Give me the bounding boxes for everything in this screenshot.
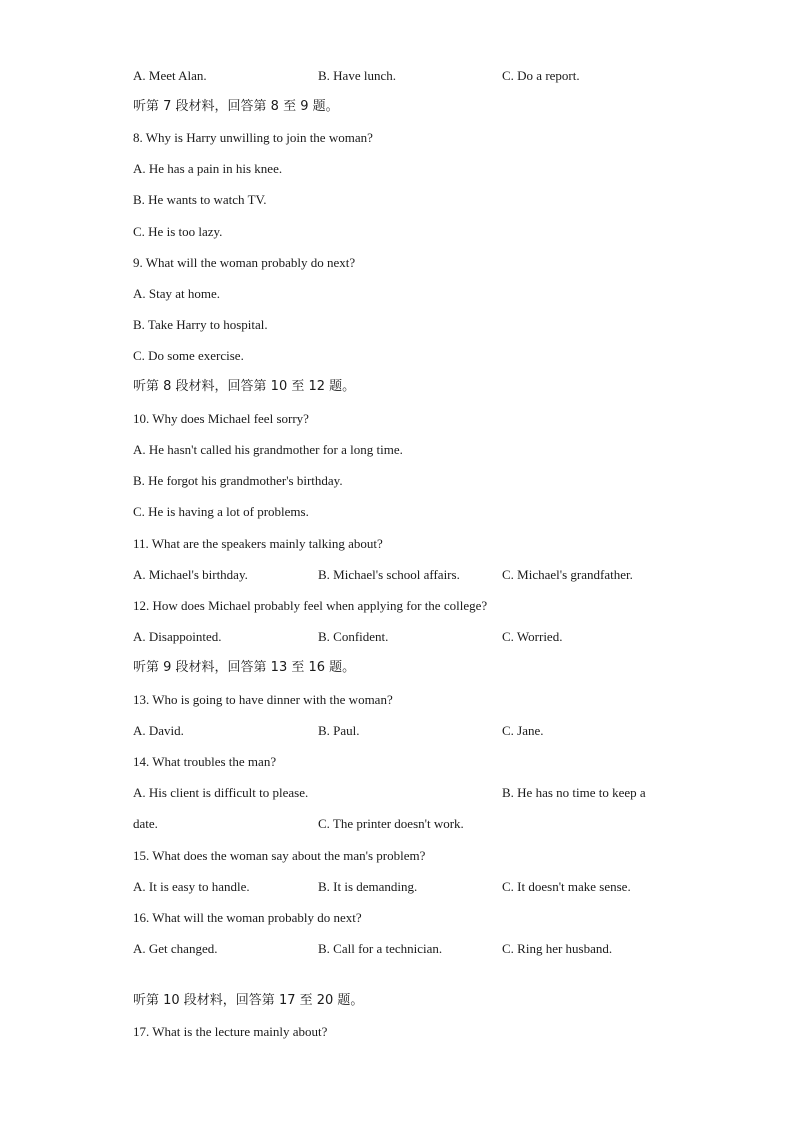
question-8-option-b: B. He wants to watch TV. <box>133 192 267 207</box>
question-8-option-c: C. He is too lazy. <box>133 224 223 239</box>
question-10: 10. Why does Michael feel sorry? <box>133 411 309 426</box>
section-heading-7: 听第 7 段材料，回答第 8 至 9 题。 <box>133 99 339 114</box>
question-11-option-a: A. Michael's birthday. <box>133 567 248 582</box>
question-15: 15. What does the woman say about the man's problem? <box>133 848 426 863</box>
question-13-option-b: B. Paul. <box>318 723 360 738</box>
question-9-option-c: C. Do some exercise. <box>133 348 244 363</box>
question-8: 8. Why is Harry unwilling to join the woman? <box>133 130 373 145</box>
question-10-option-a: A. He hasn't called his grandmother for a long time. <box>133 442 403 457</box>
question-8-option-a: A. He has a pain in his knee. <box>133 161 283 176</box>
question-14-option-b: B. He has no time to keep a <box>502 785 646 800</box>
question-13-option-c: C. Jane. <box>502 723 544 738</box>
question-11-option-c: C. Michael's grandfather. <box>502 567 633 582</box>
section-heading-9: 听第 9 段材料，回答第 13 至 16 题。 <box>133 660 356 675</box>
option-c: C. Do a report. <box>502 68 580 83</box>
question-11: 11. What are the speakers mainly talking about? <box>133 536 383 551</box>
question-15-option-b: B. It is demanding. <box>318 879 418 894</box>
question-15-option-a: A. It is easy to handle. <box>133 879 250 894</box>
question-16: 16. What will the woman probably do next? <box>133 910 362 925</box>
option-b: B. Have lunch. <box>318 68 396 83</box>
question-11-option-b: B. Michael's school affairs. <box>318 567 460 582</box>
option-a: A. Meet Alan. <box>133 68 207 83</box>
question-10-option-b: B. He forgot his grandmother's birthday. <box>133 473 343 488</box>
question-13: 13. Who is going to have dinner with the woman? <box>133 692 393 707</box>
question-12: 12. How does Michael probably feel when applying for the college? <box>133 598 488 613</box>
question-13-option-a: A. David. <box>133 723 184 738</box>
question-12-option-c: C. Worried. <box>502 629 563 644</box>
question-12-option-a: A. Disappointed. <box>133 629 222 644</box>
section-heading-10: 听第 10 段材料，回答第 17 至 20 题。 <box>133 993 364 1008</box>
question-9: 9. What will the woman probably do next? <box>133 255 356 270</box>
question-17: 17. What is the lecture mainly about? <box>133 1024 328 1039</box>
question-15-option-c: C. It doesn't make sense. <box>502 879 631 894</box>
question-14-option-a: A. His client is difficult to please. <box>133 785 309 800</box>
question-16-option-b: B. Call for a technician. <box>318 941 443 956</box>
question-16-option-a: A. Get changed. <box>133 941 218 956</box>
question-14-option-b-continued: date. <box>133 816 158 831</box>
section-heading-8: 听第 8 段材料，回答第 10 至 12 题。 <box>133 379 356 394</box>
question-14: 14. What troubles the man? <box>133 754 277 769</box>
question-12-option-b: B. Confident. <box>318 629 389 644</box>
question-9-option-a: A. Stay at home. <box>133 286 221 301</box>
question-9-option-b: B. Take Harry to hospital. <box>133 317 268 332</box>
question-10-option-c: C. He is having a lot of problems. <box>133 504 309 519</box>
question-16-option-c: C. Ring her husband. <box>502 941 613 956</box>
question-14-option-c: C. The printer doesn't work. <box>318 816 464 831</box>
